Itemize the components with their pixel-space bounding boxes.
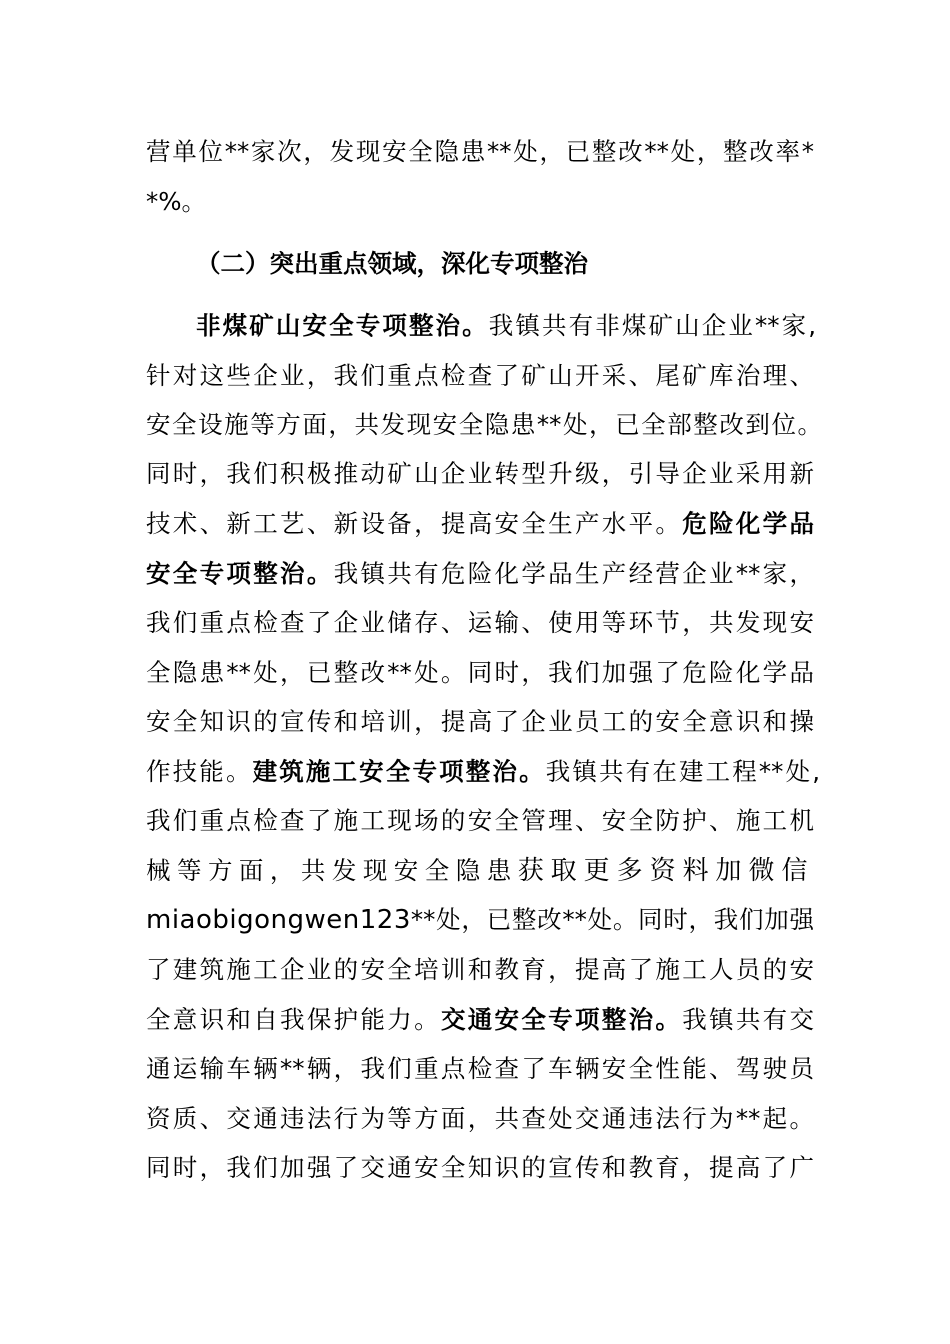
body-text: 我们重点检查了企业储存、运输、使用等环节，共发现安 xyxy=(146,608,814,637)
body-text: 全意识和自我保护能力。 xyxy=(146,1005,441,1034)
body-text: 同时，我们积极推动矿山企业转型升级，引导企业采用新 xyxy=(146,459,814,488)
paragraph-line xyxy=(146,1000,814,1040)
paragraph-line xyxy=(146,182,814,222)
body-text: **处，已整改**处。同时，我们加强 xyxy=(410,905,814,934)
paragraph-line xyxy=(146,405,822,445)
paragraph-line xyxy=(146,653,814,693)
paragraph-line xyxy=(146,801,814,841)
paragraph-line xyxy=(146,132,814,172)
watermark-text: miaobigongwen123 xyxy=(146,905,411,935)
body-text: 营单位**家次，发现安全隐患**处，已整改**处，整改率* xyxy=(146,137,814,166)
body-text: 械等方面，共发现安全隐患 xyxy=(146,856,518,885)
paragraph-line xyxy=(146,504,814,544)
heading-text: （二）突出重点领域，深化专项整治 xyxy=(196,249,588,278)
paragraph-line xyxy=(146,1099,814,1139)
subsection-title-construction: 建筑施工安全专项整治。 xyxy=(252,757,546,786)
body-text: 全隐患**处，已整改**处。同时，我们加强了危险化学品 xyxy=(146,658,814,687)
watermark-text: 获取更多资料加微信 xyxy=(517,856,808,886)
body-text: 安全知识的宣传和培训，提高了企业员工的安全意识和操 xyxy=(146,707,814,736)
body-text: 我镇共有非煤矿山企业**家, xyxy=(488,311,816,340)
body-text: 我镇共有交 xyxy=(682,1005,814,1034)
body-text: 同时，我们加强了交通安全知识的宣传和教育，提高了广 xyxy=(146,1153,814,1182)
paragraph-line xyxy=(146,851,808,891)
body-text: 作技能。 xyxy=(146,757,253,786)
body-text: 针对这些企业，我们重点检查了矿山开采、尾矿库治理、 xyxy=(146,361,814,390)
body-text: 我镇共有危险化学品生产经营企业**家， xyxy=(333,559,814,588)
paragraph-line xyxy=(146,702,814,742)
subsection-title-chemicals: 危险化学品 xyxy=(682,509,814,538)
body-text: 我们重点检查了施工现场的安全管理、安全防护、施工机 xyxy=(146,806,814,835)
body-text: 安全设施等方面，共发现安全隐患**处，已全部整改到位。 xyxy=(146,410,822,439)
paragraph-line xyxy=(146,1148,814,1188)
subsection-title-mining: 非煤矿山安全专项整治。 xyxy=(196,311,489,340)
paragraph-line xyxy=(146,752,820,792)
body-text: 通运输车辆**辆，我们重点检查了车辆安全性能、驾驶员 xyxy=(146,1054,814,1083)
subsection-title-chemicals-cont: 安全专项整治。 xyxy=(146,559,334,588)
paragraph-line xyxy=(146,356,814,396)
subsection-title-traffic: 交通安全专项整治。 xyxy=(440,1005,683,1034)
body-text: 我镇共有在建工程**处, xyxy=(545,757,820,786)
paragraph-line xyxy=(146,1049,814,1089)
body-text: 资质、交通违法行为等方面，共查处交通违法行为**起。 xyxy=(146,1104,814,1133)
paragraph-line xyxy=(146,554,814,594)
paragraph-line xyxy=(146,950,814,990)
section-heading xyxy=(196,244,814,284)
paragraph-line xyxy=(196,306,816,346)
body-text: 了建筑施工企业的安全培训和教育，提高了施工人员的安 xyxy=(146,955,814,984)
body-text: 技术、新工艺、新设备，提高安全生产水平。 xyxy=(146,509,683,538)
paragraph-line xyxy=(146,900,814,940)
body-text: *%。 xyxy=(146,187,207,216)
paragraph-line xyxy=(146,603,814,643)
paragraph-line xyxy=(146,454,814,494)
